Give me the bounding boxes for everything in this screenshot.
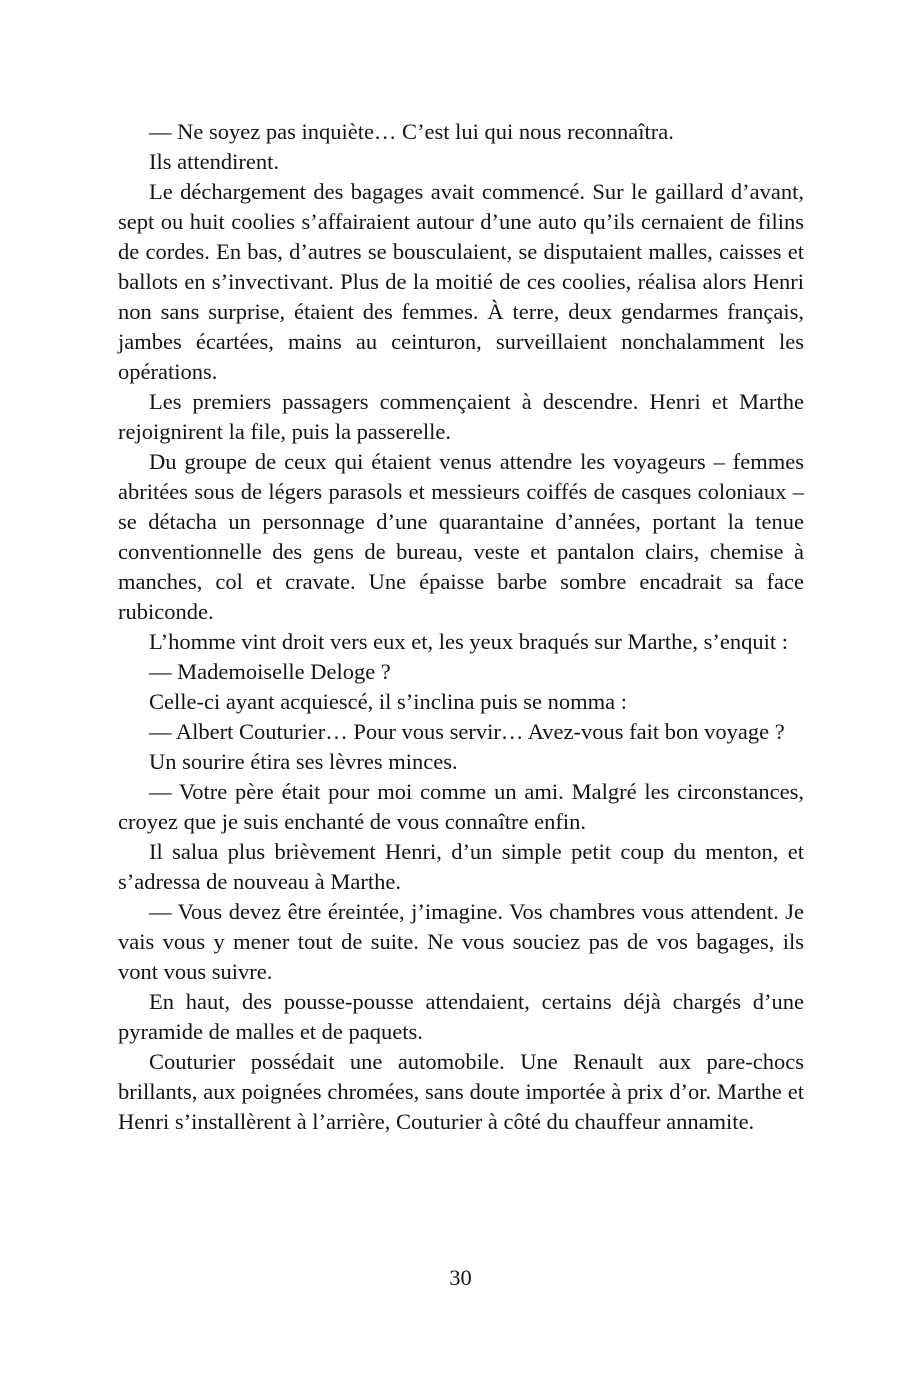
paragraph: — Vous devez être éreintée, j’imagine. Vos chambres vous attendent. Je vais vous y mener tout de suite. Ne vous souciez pas de vos bagages, ils vont vous suivre. xyxy=(118,899,804,984)
paragraph: — Albert Couturier… Pour vous servir… Avez-vous fait bon voyage ? xyxy=(149,719,785,744)
paragraph: — Votre père était pour moi comme un ami. Malgré les circonstances, croyez que je suis enchanté de vous connaître enfin. xyxy=(118,779,804,834)
paragraph: Les premiers passagers commençaient à descendre. Henri et Marthe rejoignirent la file, puis la passerelle. xyxy=(118,389,804,444)
paragraph: Du groupe de ceux qui étaient venus attendre les voyageurs – femmes abritées sous de légers parasols et messieurs coiffés de casques coloniaux – se détacha un personnage d’une quarantaine d’années, portant la tenue conventionnelle des gens de bureau, veste et pantalon clairs, chemise à manches, col et cravate. Une épaisse barbe sombre encadrait sa face rubiconde. xyxy=(118,449,804,624)
paragraph: — Ne soyez pas inquiète… C’est lui qui nous reconnaîtra. xyxy=(149,119,674,144)
paragraph: — Mademoiselle Deloge ? xyxy=(149,659,391,684)
paragraph: Couturier possédait une automobile. Une Renault aux pare-chocs brillants, aux poignées chromées, sans doute importée à prix d’or. Marthe et Henri s’installèrent à l’arrière, Couturier à côté du chauffeur annamite. xyxy=(118,1049,804,1134)
paragraph: Il salua plus brièvement Henri, d’un simple petit coup du menton, et s’adressa de nouveau à Marthe. xyxy=(118,839,804,894)
body-text xyxy=(118,117,804,1137)
paragraph: Un sourire étira ses lèvres minces. xyxy=(149,749,458,774)
page-number: 30 xyxy=(449,1265,472,1290)
paragraph: En haut, des pousse-pousse attendaient, certains déjà chargés d’une pyramide de malles et de paquets. xyxy=(118,989,804,1044)
paragraph: L’homme vint droit vers eux et, les yeux braqués sur Marthe, s’enquit : xyxy=(149,629,789,654)
paragraph: Le déchargement des bagages avait commencé. Sur le gaillard d’avant, sept ou huit coolies s’affairaient autour d’une auto qu’ils cernaient de filins de cordes. En bas, d’autres se bousculaient, se disputaient malles, caisses et ballots en s’invectivant. Plus de la moitié de ces coolies, réalisa alors Henri non sans surprise, étaient des femmes. À terre, deux gendarmes français, jambes écartées, mains au ceinturon, surveillaient nonchalamment les opérations. xyxy=(118,179,804,384)
paragraph: Celle-ci ayant acquiescé, il s’inclina puis se nomma : xyxy=(149,689,627,714)
paragraph: Ils attendirent. xyxy=(149,149,279,174)
